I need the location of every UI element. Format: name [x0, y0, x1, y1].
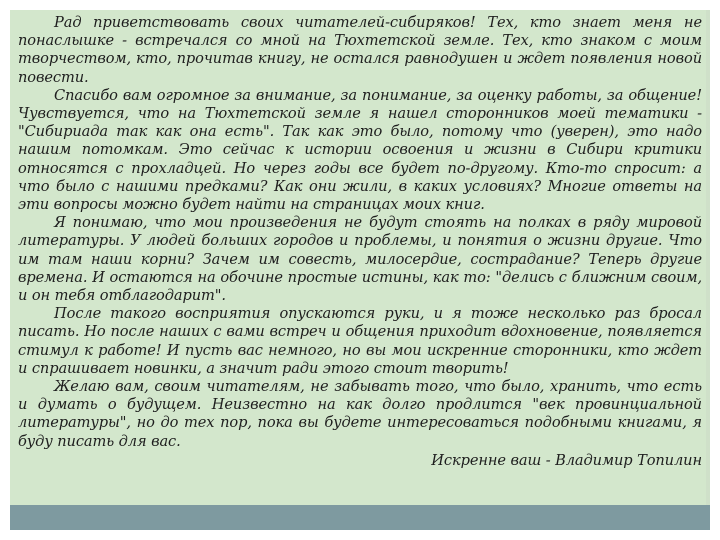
- paragraph-inspiration: После такого восприятия опускаются руки, и я тоже несколько раз бросал писать. Но после наших с вами встреч и общения приходит вдохновение, появляется стимул к работе! И пусть вас немного, но вы мои искренние сторонники, кто ждет и спрашивает новинки, а значит ради этого стоит творить!: [18, 305, 702, 377]
- paragraph-wishes: Желаю вам, своим читателям, не забывать того, что было, хранить, что есть и думать о будущем. Неизвестно на как долго продлится "век провинциальной литературы", но до тех пор, пока вы будете интересоваться подобными книгами, я буду писать для вас.: [18, 378, 702, 450]
- slide: [10, 10, 710, 530]
- signature: Искренне ваш - Владимир Топилин: [431, 451, 702, 469]
- footer-bar: [10, 505, 710, 530]
- slide-right-edge: [706, 10, 710, 530]
- paragraph-greeting: Рад приветствовать своих читателей-сибиряков! Тех, кто знает меня не понаслышке - встречался со мной на Тюхтетской земле. Тех, кто знаком с моим творчеством, кто, прочитав книгу, не остался равнодушен и ждет появления новой повести.: [18, 14, 702, 86]
- paragraph-understanding: Я понимаю, что мои произведения не будут стоять на полках в ряду мировой литературы. У людей больших городов и проблемы, и понятия о жизни другие. Что им там наши корни? Зачем им совесть, милосердие, сострадание? Теперь другие времена. И остаются на обочине простые истины, как то: "делись с ближним своим, и он тебя отблагодарит".: [18, 214, 702, 305]
- letter-text: [18, 14, 702, 470]
- paragraph-thanks: Спасибо вам огромное за внимание, за понимание, за оценку работы, за общение! Чувствуется, что на Тюхтетской земле я нашел сторонников моей тематики - "Сибириада так как она есть". Так как это было, потому что (уверен), это надо нашим потомкам. Это сейчас к истории освоения и жизни в Сибири критики относятся с прохладцей. Но через годы все будет по-другому. Кто-то спросит: а что было с нашими предками? Как они жили, в каких условиях? Многие ответы на эти вопросы можно будет найти на страницах моих книг.: [18, 86, 702, 214]
